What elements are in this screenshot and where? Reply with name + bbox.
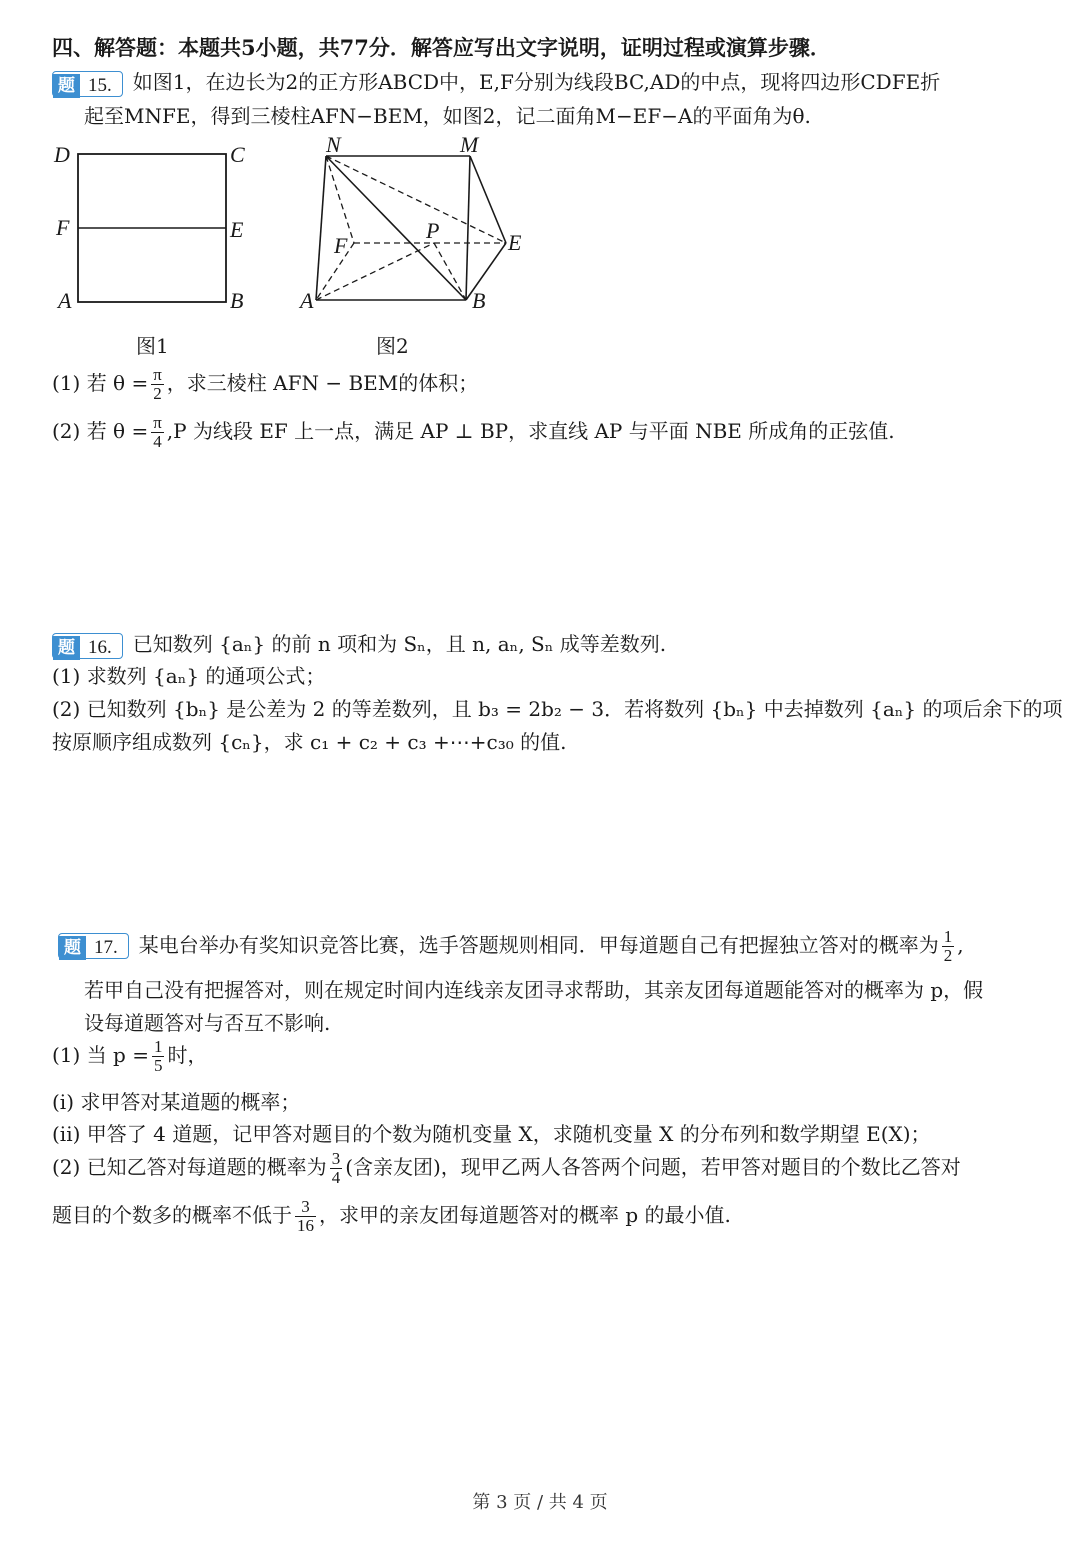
fig2-label-n: N — [326, 132, 341, 157]
q17-badge — [58, 933, 129, 959]
page-footer: 第 3 页 / 共 4 页 — [472, 1492, 608, 1513]
section-header: 四、解答题：本题共5小题，共77分．解答应写出文字说明，证明过程或演算步骤． — [52, 35, 831, 60]
q17-part1-prefix: (1) 当 p = — [52, 1042, 149, 1067]
q17-part2-frac2-num: 3 — [295, 1198, 316, 1217]
q17-stem-frac-den: 2 — [943, 945, 953, 965]
q15-part2-frac-num: π — [153, 413, 162, 432]
q17-stem-frac-num: 1 — [943, 927, 953, 946]
fig2-edge-me — [470, 156, 506, 243]
q15-line1 — [52, 66, 940, 97]
fig2-edge-nb — [326, 156, 466, 300]
fig1-label-c: C — [230, 142, 245, 167]
q17-part1-i: (i) 求甲答对某道题的概率； — [52, 1090, 301, 1114]
q17-part2-prefix: (2) 已知乙答对每道题的概率为 — [52, 1154, 327, 1179]
q17-part1-ii: (ii) 甲答了 4 道题，记甲答对题目的个数为随机变量 X，求随机变量 X 的分布列和数学期望 E(X)； — [52, 1122, 931, 1146]
q15-fig1-caption: 图1 — [136, 334, 169, 358]
q17-part2-line2 — [52, 1198, 731, 1235]
fig1-label-e: E — [230, 217, 244, 242]
q17-part2-frac2-den: 16 — [297, 1215, 314, 1235]
fig2-label-a: A — [300, 288, 314, 313]
q17-number: 17. — [94, 937, 118, 959]
fig1-label-a: A — [58, 288, 72, 313]
fig1-label-b: B — [230, 288, 244, 313]
q17-part1-frac — [152, 1038, 165, 1075]
q16-badge-tag: 题 — [53, 636, 80, 660]
q15-number: 15. — [88, 74, 112, 96]
q15-part2-frac — [151, 414, 164, 451]
q16-stem-line — [52, 628, 666, 659]
q17-stem-frac — [942, 928, 955, 965]
q17-stem-line3: 设每道题答对与否互不影响. — [84, 1011, 331, 1035]
q16-number: 16. — [88, 636, 112, 658]
fig1-label-d: D — [54, 142, 70, 167]
fig2-label-m: M — [460, 132, 479, 157]
q16-stem: 已知数列 {aₙ} 的前 n 项和为 Sₙ，且 n, aₙ, Sₙ 成等差数列. — [132, 632, 667, 656]
q15-part2-frac-den: 4 — [153, 431, 162, 451]
q16-part1: (1) 求数列 {aₙ} 的通项公式； — [52, 664, 326, 688]
q17-stem-line1: 某电台举办有奖知识竞答比赛，选手答题规则相同．甲每道题自己有把握独立答对的概率为 — [138, 932, 939, 957]
q15-badge — [52, 71, 123, 97]
fig1-label-f: F — [56, 215, 70, 240]
q16-part2-line2: 按原顺序组成数列 {cₙ}，求 c₁ + c₂ + c₃ +⋯+c₃₀ 的值. — [52, 730, 567, 754]
fig2-label-b: B — [472, 288, 486, 313]
fig2-dashed-ne — [326, 156, 506, 243]
q15-stem-line2: 起至MNFE，得到三棱柱AFN−BEM，如图2，记二面角M−EF−A的平面角为θ. — [84, 104, 811, 128]
q17-part2-frac2 — [295, 1198, 316, 1235]
q15-part1-frac-num: π — [153, 365, 162, 384]
fig2-dashed-nf — [326, 156, 354, 243]
q15-figure1 — [50, 138, 260, 318]
q17-stem-comma: , — [957, 932, 964, 957]
q17-part2-frac1-num: 3 — [331, 1149, 341, 1168]
q17-part1-suffix: 时， — [167, 1042, 208, 1067]
fig2-edge-mb — [466, 156, 470, 300]
q15-part1-suffix: ，求三棱柱 AFN − BEM的体积； — [166, 370, 479, 395]
q17-part2-frac1 — [330, 1150, 343, 1187]
q17-stem-line2: 若甲自己没有把握答对，则在规定时间内连线亲友团寻求帮助，其亲友团每道题能答对的概率为 p，假 — [84, 978, 984, 1002]
q17-badge-tag: 题 — [59, 936, 86, 960]
fig2-label-f: F — [334, 233, 348, 258]
q16-badge — [52, 633, 123, 659]
q16-part2-line1: (2) 已知数列 {bₙ} 是公差为 2 的等差数列，且 b₃ = 2b₂ − 3．若将数列 {bₙ} 中去掉数列 {aₙ} 的项后余下的项 — [52, 697, 1063, 721]
q17-part1 — [52, 1038, 207, 1075]
q17-line1 — [58, 928, 964, 965]
fig2-label-p: P — [426, 218, 440, 243]
q15-fig2-caption: 图2 — [376, 334, 409, 358]
q15-part1 — [52, 366, 478, 403]
q17-part2-line1 — [52, 1150, 961, 1187]
q15-part1-prefix: (1) 若 θ = — [52, 370, 149, 395]
q15-part2-suffix: ,P 为线段 EF 上一点，满足 AP ⊥ BP，求直线 AP 与平面 NBE 所成角的正弦值. — [166, 418, 895, 443]
q17-part2-line2-suffix: ，求甲的亲友团每道题答对的概率 p 的最小值. — [319, 1202, 731, 1227]
fig2-label-e: E — [508, 230, 522, 255]
q17-part2-mid: (含亲友团)，现甲乙两人各答两个问题，若甲答对题目的个数比乙答对 — [345, 1154, 961, 1179]
q17-part1-frac-den: 5 — [153, 1055, 163, 1075]
q15-part2-prefix: (2) 若 θ = — [52, 418, 149, 443]
q17-part1-frac-num: 1 — [153, 1037, 163, 1056]
q15-badge-tag: 题 — [53, 74, 80, 98]
q15-stem-line1: 如图1，在边长为2的正方形ABCD中，E,F分别为线段BC,AD的中点，现将四边形CDFE折 — [132, 70, 941, 94]
fig2-edge-na — [316, 156, 326, 300]
q17-part2-frac1-den: 4 — [331, 1167, 341, 1187]
q15-figure2 — [296, 130, 536, 320]
q15-part1-frac-den: 2 — [153, 383, 162, 403]
q15-part1-frac — [151, 366, 164, 403]
q17-part2-line2-prefix: 题目的个数多的概率不低于 — [52, 1202, 292, 1227]
q15-part2 — [52, 414, 895, 451]
